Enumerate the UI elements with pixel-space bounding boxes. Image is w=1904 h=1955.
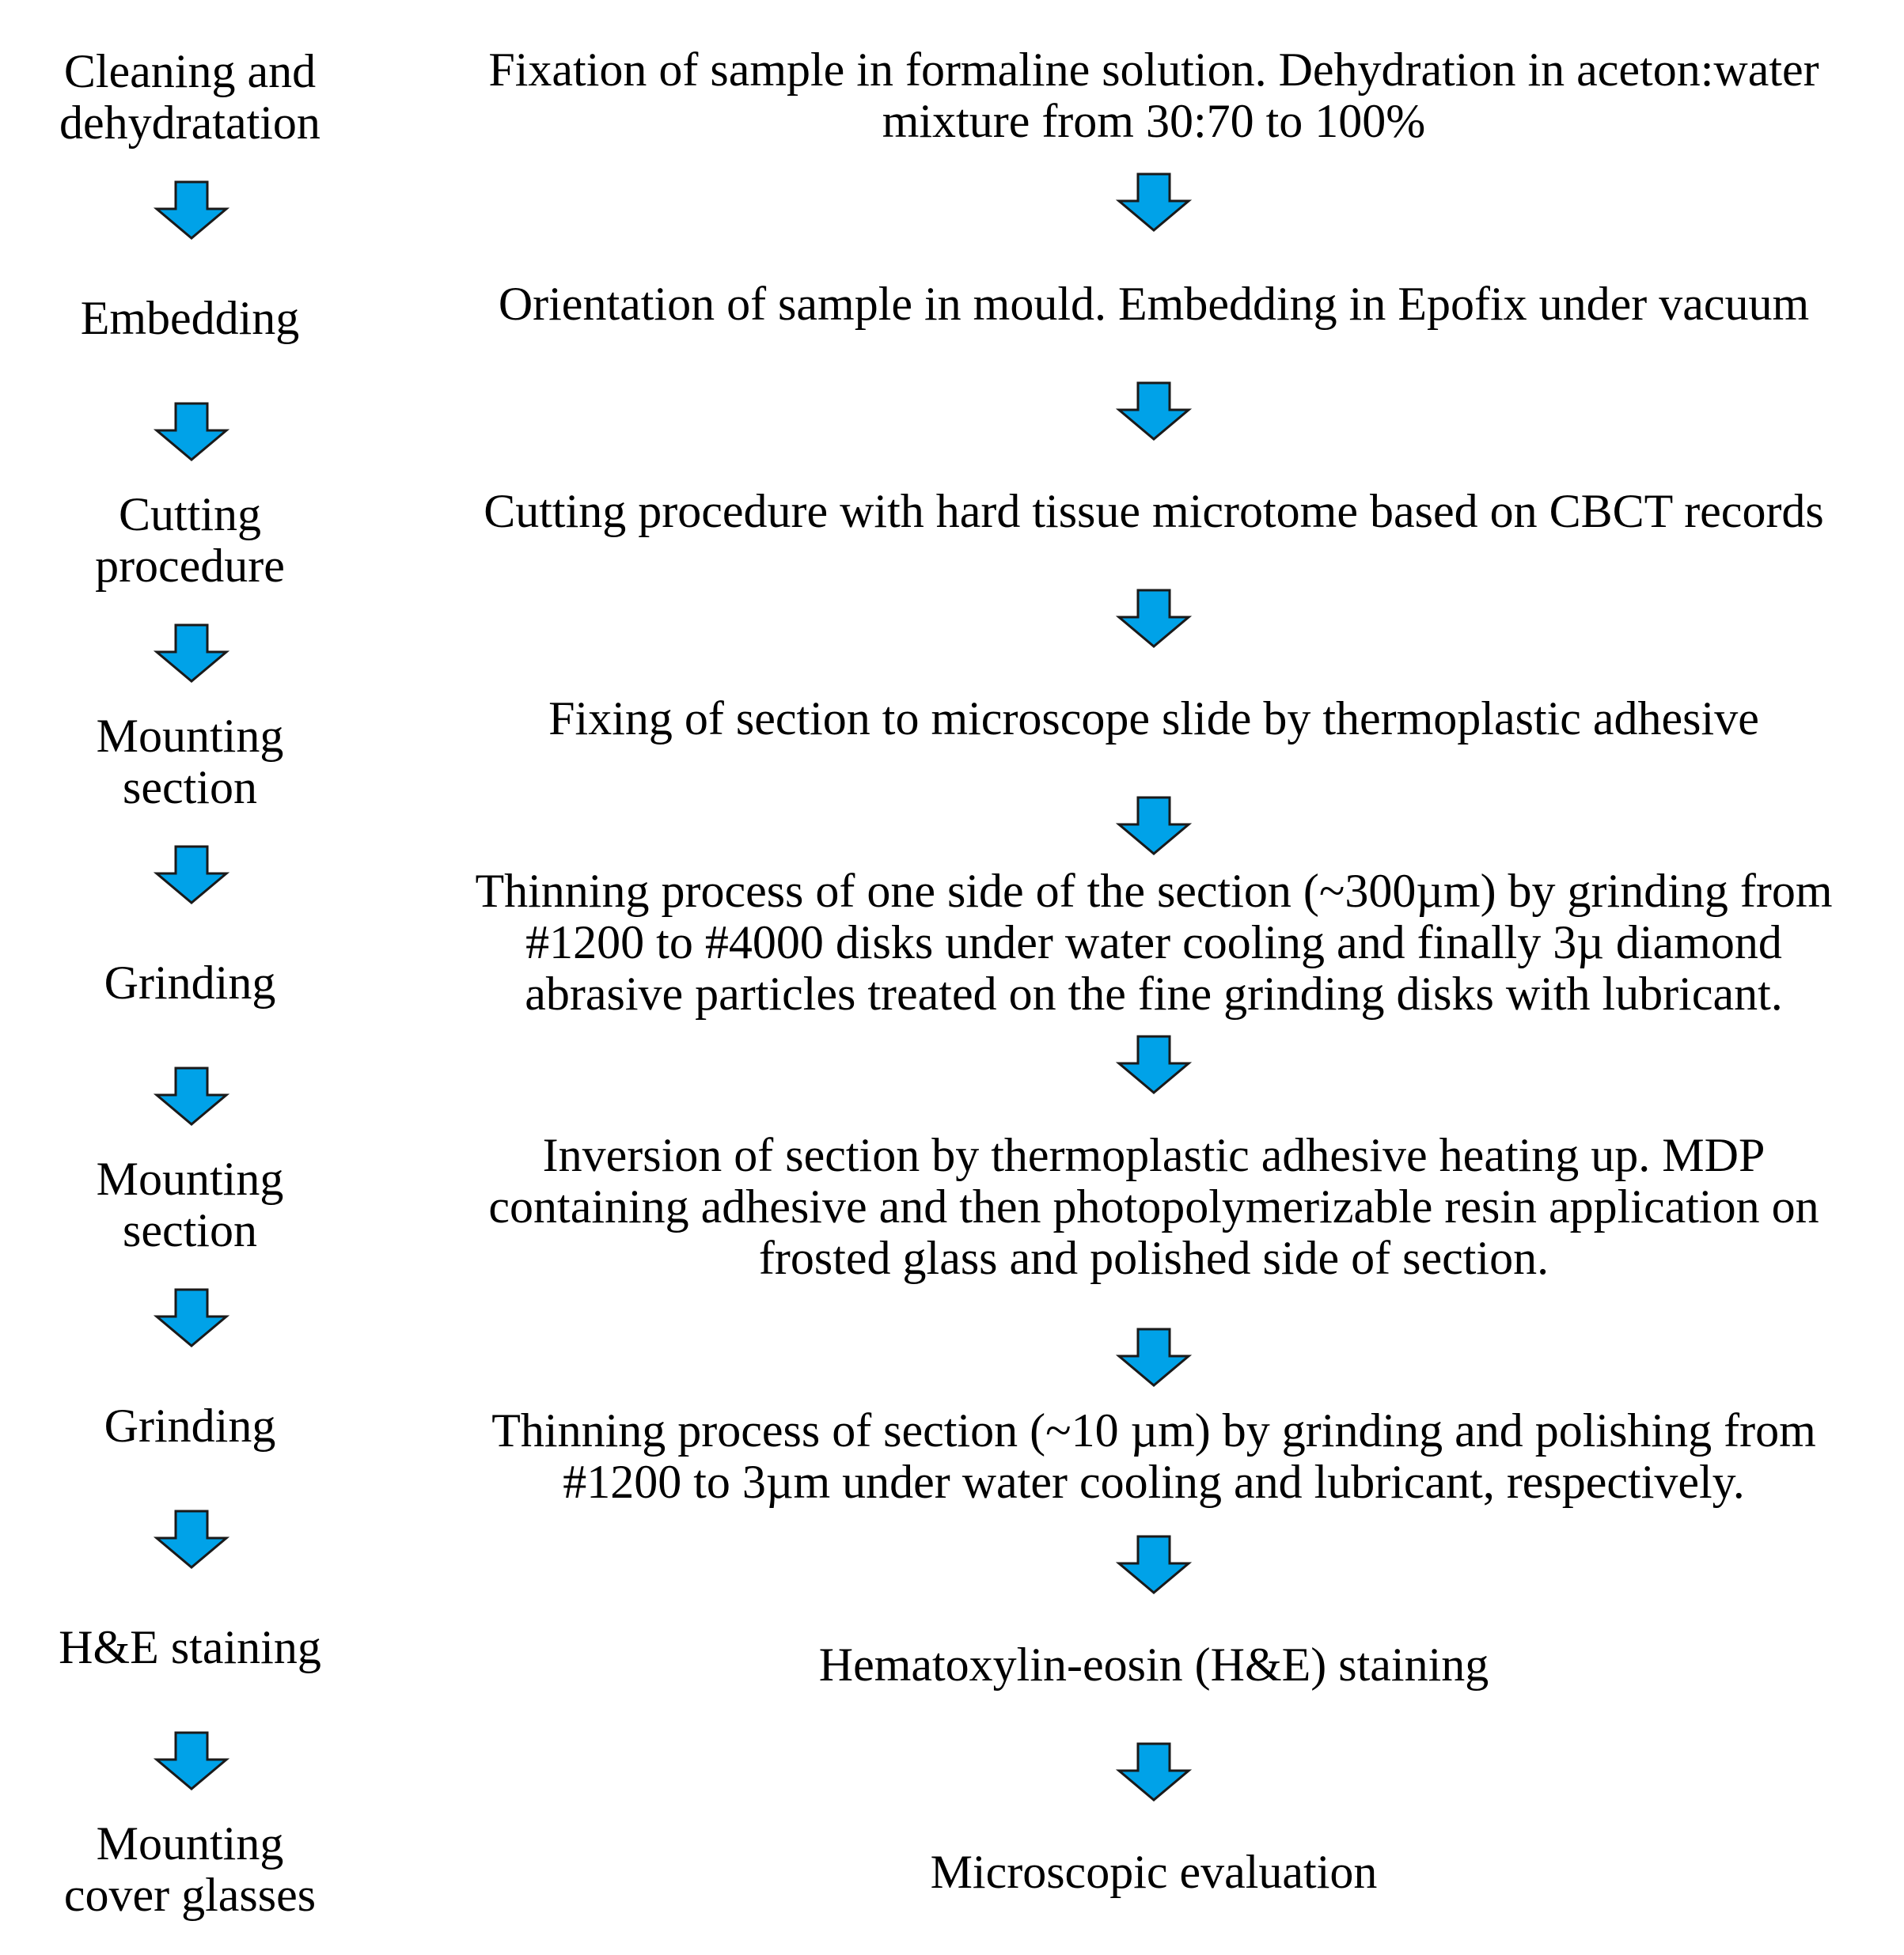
down-arrow-icon (1116, 1742, 1192, 1802)
step-label-7: Grinding (104, 1400, 276, 1452)
down-arrow-icon (154, 845, 229, 905)
step-label-5: Grinding (104, 957, 276, 1009)
step-description-9: Microscopic evaluation (930, 1846, 1378, 1898)
down-arrow-icon (154, 623, 229, 684)
step-description-3: Cutting procedure with hard tissue microtome based on CBCT records (484, 485, 1824, 537)
down-arrow-icon (1116, 172, 1192, 233)
down-arrow-icon (1116, 381, 1192, 441)
step-label-9: Mounting cover glasses (63, 1817, 317, 1921)
down-arrow-icon (1116, 1035, 1192, 1095)
down-arrow-icon (154, 1731, 229, 1791)
step-label-4: Mounting section (96, 710, 284, 813)
step-label-1: Cleaning and dehydratation (59, 45, 320, 149)
step-description-5: Thinning process of one side of the section (~300µm) by grinding from #1200 to #4000 disks under water cooling and finally 3µ diamond abrasive particles treated on the fine grinding disks with lubricant. (475, 865, 1833, 1020)
step-description-2: Orientation of sample in mould. Embedding in Epofix under vacuum (498, 278, 1810, 330)
down-arrow-icon (1116, 1535, 1192, 1595)
step-description-7: Thinning process of section (~10 µm) by grinding and polishing from #1200 to 3µm under water cooling and lubricant, respectively. (491, 1404, 1816, 1508)
step-label-6: Mounting section (96, 1153, 284, 1256)
step-description-1: Fixation of sample in formaline solution. Dehydration in aceton:water mixture from 30:70 to 100% (488, 44, 1819, 147)
down-arrow-icon (154, 180, 229, 241)
step-description-6: Inversion of section by thermoplastic adhesive heating up. MDP containing adhesive and then photopolymerizable resin application on frosted glass and polished side of section. (488, 1129, 1819, 1284)
step-label-2: Embedding (80, 292, 300, 344)
step-label-8: H&E staining (59, 1621, 321, 1673)
down-arrow-icon (1116, 1328, 1192, 1388)
down-arrow-icon (154, 1067, 229, 1127)
down-arrow-icon (154, 1510, 229, 1570)
down-arrow-icon (1116, 796, 1192, 856)
step-label-3: Cutting procedure (95, 488, 285, 592)
down-arrow-icon (1116, 589, 1192, 649)
step-description-4: Fixing of section to microscope slide by thermoplastic adhesive (548, 692, 1759, 744)
down-arrow-icon (154, 402, 229, 462)
down-arrow-icon (154, 1288, 229, 1348)
step-description-8: Hematoxylin-eosin (H&E) staining (818, 1639, 1489, 1691)
